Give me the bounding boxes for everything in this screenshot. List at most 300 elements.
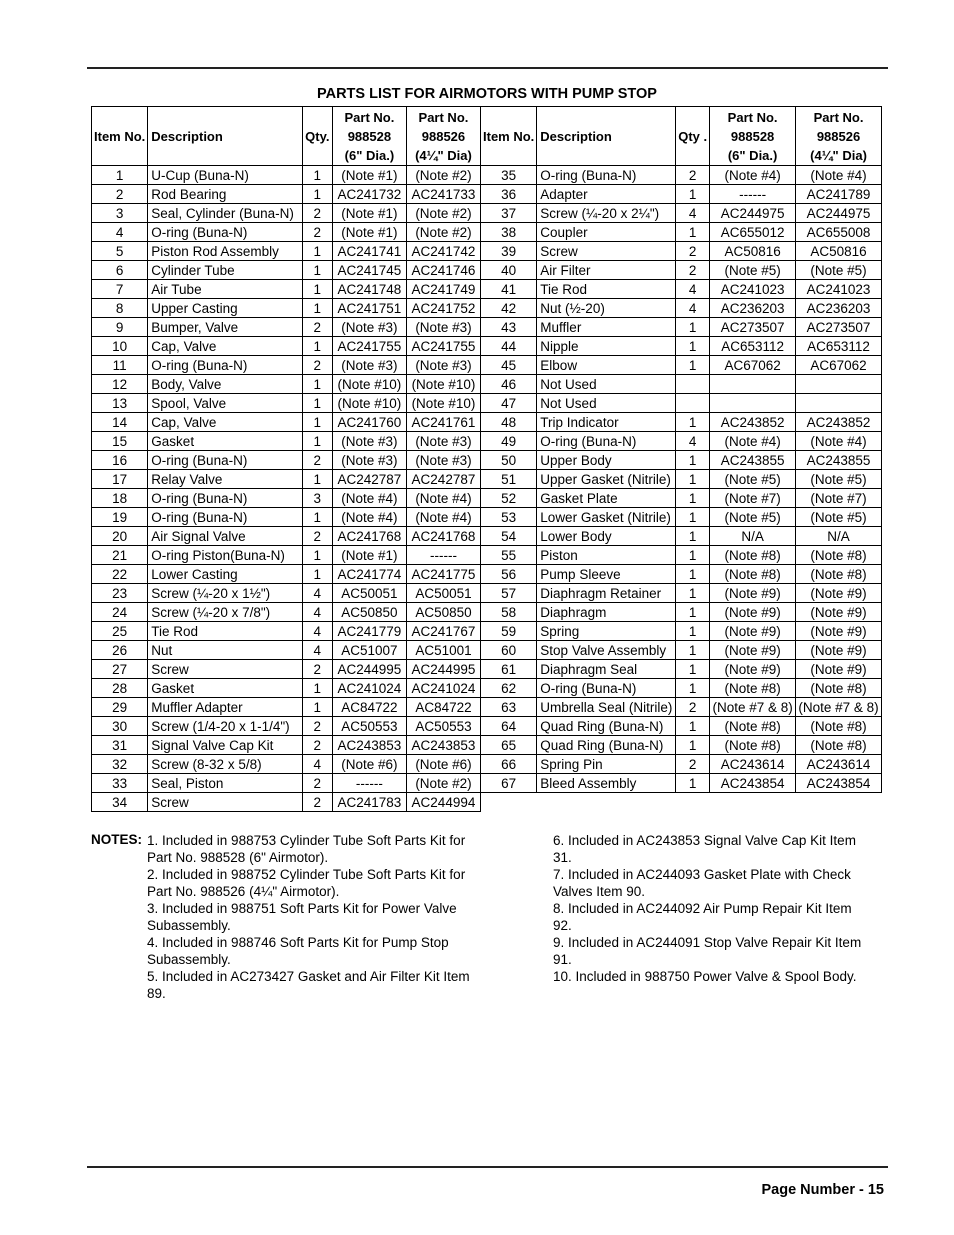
header-row [481, 107, 882, 166]
part-988526-cell: AC50816 [796, 242, 882, 261]
table-row [481, 337, 882, 356]
part-988528-cell: (Note #3) [332, 318, 406, 337]
note-1: 1. Included in 988753 Cylinder Tube Soft Parts Kit for Part No. 988528 (6" Airmotor). [147, 833, 466, 865]
part-988528-cell: (Note #8) [710, 565, 796, 584]
description-cell: Upper Body [537, 451, 676, 470]
part-988528-cell: (Note #7 & 8) [710, 698, 796, 717]
description-cell: Tie Rod [148, 622, 302, 641]
table-row [481, 280, 882, 299]
part-988526-cell: AC241023 [796, 280, 882, 299]
table-row [92, 318, 481, 337]
qty-cell: 2 [302, 774, 332, 793]
part-988526-cell: AC655008 [796, 223, 882, 242]
table-row [481, 755, 882, 774]
qty-cell: 4 [302, 755, 332, 774]
table-row [481, 356, 882, 375]
note-6: 6. Included in AC243853 Signal Valve Cap Kit Item 31. [553, 833, 856, 865]
description-cell: Stop Valve Assembly [537, 641, 676, 660]
table-row [92, 413, 481, 432]
part-988528-cell: (Note #8) [710, 736, 796, 755]
page-number: Page Number - 15 [761, 1182, 884, 1198]
table-row [481, 375, 882, 394]
description-cell: Spring Pin [537, 755, 676, 774]
table-row [92, 356, 481, 375]
table-row [92, 736, 481, 755]
part-988528-cell: AC243853 [332, 736, 406, 755]
description-cell: Lower Body [537, 527, 676, 546]
part-988528-cell [710, 394, 796, 413]
part-988526-cell: (Note #8) [796, 565, 882, 584]
parts-table-right-body [481, 166, 882, 793]
description-cell: Cap, Valve [148, 337, 302, 356]
table-row [92, 698, 481, 717]
part-988526-cell: (Note #3) [406, 356, 480, 375]
item-number-cell: 40 [481, 261, 537, 280]
part-988526-cell: (Note #10) [406, 375, 480, 394]
part-988526-cell: AC50553 [406, 717, 480, 736]
part-988528-cell: (Note #4) [710, 432, 796, 451]
item-number-cell: 55 [481, 546, 537, 565]
part-988528-cell: AC241748 [332, 280, 406, 299]
description-cell: Air Filter [537, 261, 676, 280]
description-cell: Coupler [537, 223, 676, 242]
qty-cell: 1 [676, 451, 710, 470]
qty-cell: 1 [676, 717, 710, 736]
description-cell: Bleed Assembly [537, 774, 676, 793]
description-cell: Adapter [537, 185, 676, 204]
qty-cell: 1 [676, 622, 710, 641]
part-988528-cell: AC50850 [332, 603, 406, 622]
description-cell: Spool, Valve [148, 394, 302, 413]
header-part-988528: Part No. 988528 (6" Dia.) [332, 107, 406, 166]
table-row [92, 185, 481, 204]
part-988528-cell: (Note #5) [710, 261, 796, 280]
part-988528-cell: (Note #3) [332, 451, 406, 470]
qty-cell: 2 [302, 204, 332, 223]
part-988526-cell: ------ [406, 546, 480, 565]
part-988526-cell: AC273507 [796, 318, 882, 337]
part-988528-cell: AC241755 [332, 337, 406, 356]
part-988526-cell: AC244975 [796, 204, 882, 223]
part-988526-cell: AC84722 [406, 698, 480, 717]
qty-cell: 1 [302, 166, 332, 185]
part-988526-cell: (Note #5) [796, 508, 882, 527]
part-988528-cell: (Note #8) [710, 717, 796, 736]
item-number-cell: 11 [92, 356, 148, 375]
table-row [92, 394, 481, 413]
table-row [481, 641, 882, 660]
qty-cell: 1 [302, 394, 332, 413]
note-8: 8. Included in AC244092 Air Pump Repair Kit Item 92. [553, 901, 852, 933]
item-number-cell: 31 [92, 736, 148, 755]
description-cell: Screw [148, 793, 302, 812]
part-988528-cell: (Note #3) [332, 356, 406, 375]
part-988528-cell: AC653112 [710, 337, 796, 356]
description-cell: Cap, Valve [148, 413, 302, 432]
item-number-cell: 63 [481, 698, 537, 717]
item-number-cell: 47 [481, 394, 537, 413]
table-row [481, 242, 882, 261]
part-988526-cell: (Note #10) [406, 394, 480, 413]
qty-cell: 2 [302, 451, 332, 470]
part-988528-cell: ------ [332, 774, 406, 793]
description-cell: O-ring (Buna-N) [148, 356, 302, 375]
item-number-cell: 48 [481, 413, 537, 432]
item-number-cell: 20 [92, 527, 148, 546]
qty-cell: 2 [676, 755, 710, 774]
item-number-cell: 10 [92, 337, 148, 356]
qty-cell: 1 [676, 508, 710, 527]
item-number-cell: 44 [481, 337, 537, 356]
item-number-cell: 30 [92, 717, 148, 736]
qty-cell: 1 [676, 660, 710, 679]
table-row [92, 470, 481, 489]
qty-cell: 1 [676, 356, 710, 375]
notes-right-column [553, 832, 863, 985]
part-988526-cell: AC241733 [406, 185, 480, 204]
part-988526-cell: AC244994 [406, 793, 480, 812]
item-number-cell: 64 [481, 717, 537, 736]
table-row [92, 565, 481, 584]
description-cell: Screw (1/4-20 x 1-1/4") [148, 717, 302, 736]
part-988526-cell: (Note #8) [796, 679, 882, 698]
part-988526-cell: AC241775 [406, 565, 480, 584]
part-988528-cell: (Note #9) [710, 660, 796, 679]
table-row [92, 432, 481, 451]
note-5: 5. Included in AC273427 Gasket and Air Filter Kit Item 89. [147, 969, 470, 1001]
item-number-cell: 24 [92, 603, 148, 622]
part-988528-cell: N/A [710, 527, 796, 546]
qty-cell: 1 [676, 337, 710, 356]
item-number-cell: 7 [92, 280, 148, 299]
part-988528-cell: (Note #1) [332, 166, 406, 185]
table-row [481, 603, 882, 622]
header-description: Description [148, 107, 302, 166]
part-988526-cell: (Note #9) [796, 584, 882, 603]
bottom-rule [87, 1166, 888, 1168]
qty-cell: 1 [676, 470, 710, 489]
item-number-cell: 56 [481, 565, 537, 584]
qty-cell: 1 [676, 679, 710, 698]
part-988526-cell: AC67062 [796, 356, 882, 375]
description-cell: Rod Bearing [148, 185, 302, 204]
qty-cell: 2 [302, 356, 332, 375]
item-number-cell: 14 [92, 413, 148, 432]
qty-cell: 1 [676, 527, 710, 546]
qty-cell: 1 [302, 413, 332, 432]
header-part-988526: Part No. 988526 (4¼" Dia) [796, 107, 882, 166]
description-cell: Not Used [537, 394, 676, 413]
qty-cell: 4 [676, 432, 710, 451]
table-row [481, 622, 882, 641]
part-988528-cell: (Note #8) [710, 679, 796, 698]
item-number-cell: 66 [481, 755, 537, 774]
table-row [92, 546, 481, 565]
part-988526-cell: AC243855 [796, 451, 882, 470]
part-988526-cell: (Note #4) [406, 508, 480, 527]
item-number-cell: 35 [481, 166, 537, 185]
part-988528-cell: AC241024 [332, 679, 406, 698]
parts-table-right [480, 106, 882, 793]
item-number-cell: 45 [481, 356, 537, 375]
table-row [481, 318, 882, 337]
part-988526-cell: (Note #9) [796, 622, 882, 641]
header-qty: Qty . [676, 107, 710, 166]
item-number-cell: 46 [481, 375, 537, 394]
table-row [481, 508, 882, 527]
description-cell: Piston Rod Assembly [148, 242, 302, 261]
part-988526-cell [796, 375, 882, 394]
part-988528-cell: AC243614 [710, 755, 796, 774]
table-row [481, 736, 882, 755]
item-number-cell: 58 [481, 603, 537, 622]
qty-cell [676, 394, 710, 413]
part-988528-cell: (Note #4) [710, 166, 796, 185]
header-item: Item No. [481, 107, 537, 166]
part-988526-cell: AC241767 [406, 622, 480, 641]
part-988526-cell: (Note #2) [406, 204, 480, 223]
qty-cell: 1 [302, 432, 332, 451]
qty-cell: 2 [676, 166, 710, 185]
description-cell: O-ring (Buna-N) [148, 508, 302, 527]
table-row [92, 280, 481, 299]
part-988528-cell: AC241768 [332, 527, 406, 546]
description-cell: Air Signal Valve [148, 527, 302, 546]
description-cell: Diaphragm Retainer [537, 584, 676, 603]
item-number-cell: 60 [481, 641, 537, 660]
description-cell: Gasket [148, 679, 302, 698]
description-cell: O-ring (Buna-N) [537, 679, 676, 698]
qty-cell: 2 [302, 717, 332, 736]
part-988528-cell: AC241779 [332, 622, 406, 641]
table-row [92, 204, 481, 223]
part-988526-cell: (Note #5) [796, 261, 882, 280]
table-row [92, 242, 481, 261]
table-row [92, 793, 481, 812]
header-description: Description [537, 107, 676, 166]
part-988526-cell: (Note #3) [406, 432, 480, 451]
table-row [481, 299, 882, 318]
part-988526-cell: (Note #4) [406, 489, 480, 508]
item-number-cell: 39 [481, 242, 537, 261]
description-cell: Upper Casting [148, 299, 302, 318]
qty-cell: 1 [302, 470, 332, 489]
description-cell: Quad Ring (Buna-N) [537, 736, 676, 755]
description-cell: Cylinder Tube [148, 261, 302, 280]
part-988526-cell: AC653112 [796, 337, 882, 356]
part-988528-cell: (Note #3) [332, 432, 406, 451]
part-988526-cell: (Note #2) [406, 166, 480, 185]
page-title: PARTS LIST FOR AIRMOTORS WITH PUMP STOP [317, 86, 657, 102]
part-988528-cell: AC243855 [710, 451, 796, 470]
qty-cell: 2 [302, 793, 332, 812]
part-988528-cell: (Note #5) [710, 508, 796, 527]
qty-cell: 3 [302, 489, 332, 508]
qty-cell: 1 [302, 698, 332, 717]
part-988526-cell: AC243853 [406, 736, 480, 755]
part-988526-cell: (Note #7 & 8) [796, 698, 882, 717]
item-number-cell: 12 [92, 375, 148, 394]
description-cell: Diaphragm Seal [537, 660, 676, 679]
part-988526-cell: AC241752 [406, 299, 480, 318]
part-988528-cell: AC241774 [332, 565, 406, 584]
qty-cell: 4 [676, 280, 710, 299]
item-number-cell: 57 [481, 584, 537, 603]
qty-cell: 1 [302, 261, 332, 280]
item-number-cell: 38 [481, 223, 537, 242]
table-row [481, 698, 882, 717]
table-row [92, 166, 481, 185]
description-cell: Screw (8-32 x 5/8) [148, 755, 302, 774]
description-cell: U-Cup (Buna-N) [148, 166, 302, 185]
part-988526-cell: AC241749 [406, 280, 480, 299]
part-988526-cell: AC243854 [796, 774, 882, 793]
item-number-cell: 34 [92, 793, 148, 812]
qty-cell: 1 [676, 185, 710, 204]
item-number-cell: 51 [481, 470, 537, 489]
part-988526-cell: (Note #9) [796, 660, 882, 679]
table-row [92, 508, 481, 527]
qty-cell: 4 [302, 622, 332, 641]
qty-cell: 1 [302, 565, 332, 584]
description-cell: O-ring (Buna-N) [148, 489, 302, 508]
part-988528-cell: (Note #4) [332, 489, 406, 508]
qty-cell: 1 [676, 736, 710, 755]
part-988526-cell: N/A [796, 527, 882, 546]
part-988528-cell: AC241741 [332, 242, 406, 261]
table-row [92, 660, 481, 679]
qty-cell: 4 [302, 603, 332, 622]
table-row [481, 204, 882, 223]
part-988526-cell [796, 394, 882, 413]
part-988528-cell: AC241732 [332, 185, 406, 204]
description-cell: Body, Valve [148, 375, 302, 394]
description-cell: Lower Gasket (Nitrile) [537, 508, 676, 527]
table-row [481, 470, 882, 489]
part-988526-cell: AC242787 [406, 470, 480, 489]
item-number-cell: 67 [481, 774, 537, 793]
table-row [481, 679, 882, 698]
part-988528-cell: AC50816 [710, 242, 796, 261]
qty-cell: 4 [676, 204, 710, 223]
part-988526-cell: (Note #3) [406, 451, 480, 470]
item-number-cell: 43 [481, 318, 537, 337]
description-cell: O-ring (Buna-N) [148, 451, 302, 470]
description-cell: Diaphragm [537, 603, 676, 622]
part-988528-cell: AC243852 [710, 413, 796, 432]
description-cell: Upper Gasket (Nitrile) [537, 470, 676, 489]
part-988526-cell: AC241746 [406, 261, 480, 280]
note-3: 3. Included in 988751 Soft Parts Kit for Power Valve Subassembly. [147, 901, 457, 933]
part-988528-cell: AC244975 [710, 204, 796, 223]
item-number-cell: 49 [481, 432, 537, 451]
item-number-cell: 21 [92, 546, 148, 565]
qty-cell: 1 [676, 565, 710, 584]
part-988528-cell: AC244995 [332, 660, 406, 679]
description-cell: Lower Casting [148, 565, 302, 584]
item-number-cell: 16 [92, 451, 148, 470]
description-cell: Relay Valve [148, 470, 302, 489]
description-cell: Nipple [537, 337, 676, 356]
description-cell: Screw [148, 660, 302, 679]
part-988528-cell: (Note #9) [710, 622, 796, 641]
item-number-cell: 29 [92, 698, 148, 717]
description-cell: O-ring (Buna-N) [537, 166, 676, 185]
item-number-cell: 15 [92, 432, 148, 451]
description-cell: Gasket Plate [537, 489, 676, 508]
qty-cell: 1 [302, 679, 332, 698]
part-988526-cell: (Note #2) [406, 223, 480, 242]
part-988528-cell [710, 375, 796, 394]
note-10: 10. Included in 988750 Power Valve & Spool Body. [553, 969, 857, 984]
top-rule [87, 67, 888, 69]
table-row [481, 185, 882, 204]
note-4: 4. Included in 988746 Soft Parts Kit for Pump Stop Subassembly. [147, 935, 449, 967]
part-988526-cell: (Note #2) [406, 774, 480, 793]
part-988528-cell: AC67062 [710, 356, 796, 375]
qty-cell: 4 [302, 641, 332, 660]
part-988526-cell: AC51001 [406, 641, 480, 660]
table-row [92, 622, 481, 641]
part-988526-cell: (Note #8) [796, 717, 882, 736]
header-qty: Qty. [302, 107, 332, 166]
part-988528-cell: AC51007 [332, 641, 406, 660]
description-cell: Quad Ring (Buna-N) [537, 717, 676, 736]
item-number-cell: 9 [92, 318, 148, 337]
part-988528-cell: (Note #6) [332, 755, 406, 774]
part-988526-cell: AC241761 [406, 413, 480, 432]
part-988528-cell: AC241023 [710, 280, 796, 299]
description-cell: Seal, Piston [148, 774, 302, 793]
description-cell: Nut [148, 641, 302, 660]
part-988528-cell: (Note #1) [332, 223, 406, 242]
description-cell: Screw (¼-20 x 1½") [148, 584, 302, 603]
qty-cell: 1 [676, 489, 710, 508]
part-988528-cell: (Note #7) [710, 489, 796, 508]
part-988526-cell: AC241742 [406, 242, 480, 261]
table-row [92, 755, 481, 774]
description-cell: Gasket [148, 432, 302, 451]
description-cell: Screw [537, 242, 676, 261]
table-row [481, 413, 882, 432]
header-item: Item No. [92, 107, 148, 166]
part-988528-cell: AC242787 [332, 470, 406, 489]
description-cell: Bumper, Valve [148, 318, 302, 337]
note-9: 9. Included in AC244091 Stop Valve Repair Kit Item 91. [553, 935, 862, 967]
part-988528-cell: AC50051 [332, 584, 406, 603]
item-number-cell: 8 [92, 299, 148, 318]
part-988526-cell: (Note #6) [406, 755, 480, 774]
part-988528-cell: (Note #10) [332, 394, 406, 413]
part-988526-cell: AC243614 [796, 755, 882, 774]
table-row [92, 375, 481, 394]
item-number-cell: 1 [92, 166, 148, 185]
table-row [92, 641, 481, 660]
parts-table-left [91, 106, 481, 812]
item-number-cell: 25 [92, 622, 148, 641]
table-row [481, 489, 882, 508]
part-988528-cell: (Note #4) [332, 508, 406, 527]
table-row [481, 432, 882, 451]
part-988528-cell: AC236203 [710, 299, 796, 318]
qty-cell: 4 [302, 584, 332, 603]
item-number-cell: 26 [92, 641, 148, 660]
qty-cell: 2 [302, 223, 332, 242]
table-row [481, 527, 882, 546]
part-988526-cell: (Note #3) [406, 318, 480, 337]
item-number-cell: 22 [92, 565, 148, 584]
table-row [481, 223, 882, 242]
